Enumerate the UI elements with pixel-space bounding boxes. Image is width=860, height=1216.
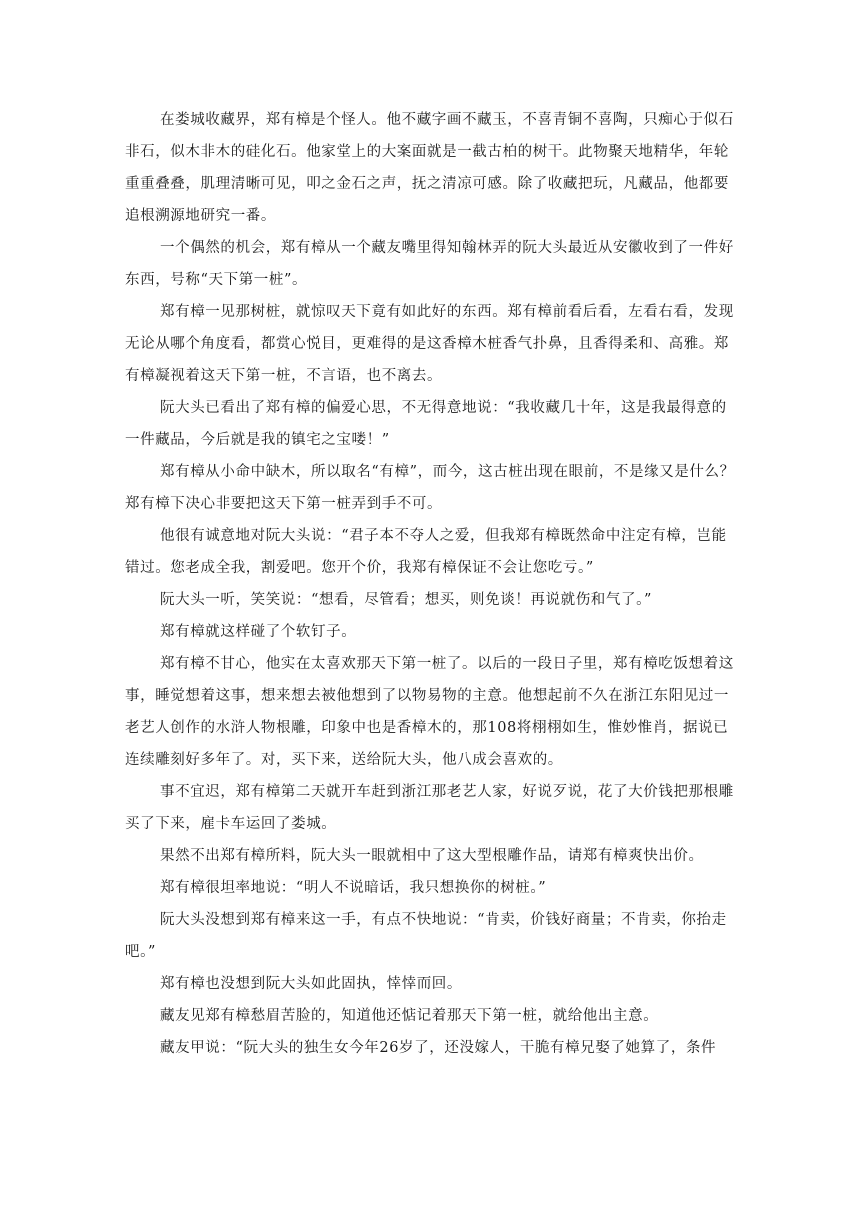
text-line: 果然不出郑有樟所料，阮大头一眼就相中了这大型根雕作品，请郑有樟爽快出价。 [160, 848, 704, 864]
text-line: 阮大头一听，笑笑说：“想看，尽管看；想买，则免谈！再说就伤和气了。” [160, 592, 652, 608]
text-line: 无论从哪个角度看，都赏心悦目，更难得的是这香樟木桩香气扑鼻，且香得柔和、高雅。郑 [125, 336, 729, 352]
text-line: 事不宜迟，郑有樟第二天就开车赶到浙江那老艺人家，好说歹说，花了大价钱把那根雕 [160, 784, 734, 800]
text-line: 买了下来，雇卡车运回了娄城。 [125, 816, 337, 832]
text-line: 郑有樟很坦率地说：“明人不说暗话，我只想换你的树桩。” [160, 880, 547, 896]
text-line: 老艺人创作的水浒人物根雕，印象中也是香樟木的，那108将栩栩如生，惟妙惟肖，据说已 [125, 720, 729, 736]
text-line: 追根溯源地研究一番。 [125, 208, 276, 224]
text-line: 郑有樟不甘心，他实在太喜欢那天下第一桩了。以后的一段日子里，郑有樟吃饭想着这 [160, 656, 734, 672]
text-line: 郑有樟下决心非要把这天下第一桩弄到手不可。 [125, 496, 443, 512]
text-line: 藏友甲说：“阮大头的独生女今年26岁了，还没嫁人，干脆有樟兄娶了她算了，条件 [160, 1040, 717, 1056]
text-line: 吧。” [125, 944, 156, 960]
text-line: 郑有樟从小命中缺木，所以取名“有樟”，而今，这古桩出现在眼前，不是缘又是什么？ [160, 464, 735, 480]
text-line: 他很有诚意地对阮大头说：“君子本不夺人之爱，但我郑有樟既然命中注定有樟，岂能 [160, 528, 727, 544]
article-body [125, 104, 735, 1064]
text-line: 藏友见郑有樟愁眉苦脸的，知道他还惦记着那天下第一桩，就给他出主意。 [160, 1008, 659, 1024]
text-line: 郑有樟一见那树桩，就惊叹天下竟有如此好的东西。郑有樟前看后看，左看右看，发现 [160, 304, 734, 320]
text-line: 郑有樟就这样碰了个软钉子。 [160, 624, 357, 640]
text-line: 阮大头已看出了郑有樟的偏爱心思，不无得意地说：“我收藏几十年，这是我最得意的 [160, 400, 727, 416]
text-line: 有樟凝视着这天下第一桩，不言语，也不离去。 [125, 368, 443, 384]
text-line: 错过。您老成全我，割爱吧。您开个价，我郑有樟保证不会让您吃亏。” [125, 560, 594, 576]
text-line: 在娄城收藏界，郑有樟是个怪人。他不藏字画不藏玉，不喜青铜不喜陶，只痴心于似石 [160, 112, 734, 128]
text-line: 阮大头没想到郑有樟来这一手，有点不快地说：“肯卖，价钱好商量；不肯卖，你抬走 [160, 912, 727, 928]
text-line: 重重叠叠，肌理清晰可见，叩之金石之声，抚之清凉可感。除了收藏把玩，凡藏品，他都要 [125, 176, 729, 192]
text-line: 东西，号称“天下第一桩”。 [125, 272, 308, 288]
text-line: 事，睡觉想着这事，想来想去被他想到了以物易物的主意。他想起前不久在浙江东阳见过一 [125, 688, 729, 704]
text-line: 郑有樟也没想到阮大头如此固执，悻悻而回。 [160, 976, 462, 992]
text-line: 连续雕刻好多年了。对，买下来，送给阮大头，他八成会喜欢的。 [125, 752, 563, 768]
text-line: 非石，似木非木的硅化石。他家堂上的大案面就是一截古柏的树干。此物聚天地精华，年轮 [125, 144, 729, 160]
text-line: 一件藏品，今后就是我的镇宅之宝喽！” [125, 432, 390, 448]
text-line: 一个偶然的机会，郑有樟从一个藏友嘴里得知翰林弄的阮大头最近从安徽收到了一件好 [160, 240, 734, 256]
